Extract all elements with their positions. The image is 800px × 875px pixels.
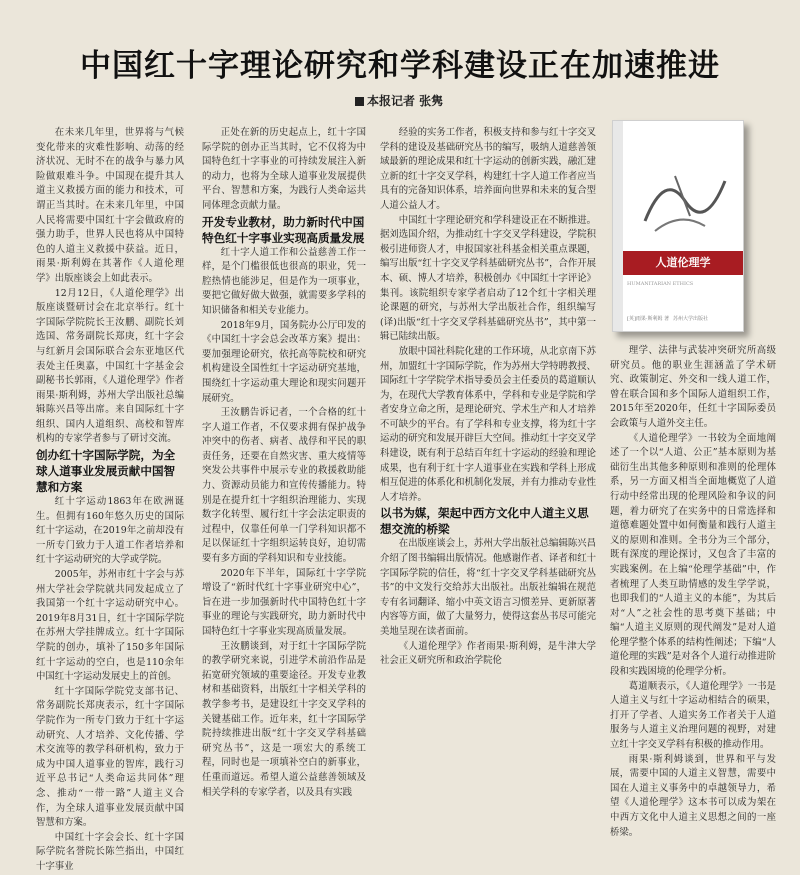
book-author: [英]雨果·斯利姆 著	[627, 316, 670, 322]
paragraph: 王汝鹏告诉记者，一个合格的红十字人道工作者，不仅要求拥有保护战争冲突中的伤者、病者、战俘和平民的职责任务，还要在自然灾害、重大疫情等突发公共事件中展示专业的救援救助能力、资源动员能力和宣传传播能力。特别是在提升红十字组织治理能力、实现数字化转型、履行红十字会法定职责的过程中，仅靠任何单一门学科知识都不足以保证红十字组织运转良好，迫切需要有多方面的学科知识和专业技能。	[202, 407, 366, 565]
paragraph: 理学、法律与武装冲突研究所高级研究员。他的职业生涯涵盖了学术研究、政策制定、外交和一线人道工作，曾在联合国和多个国际人道组织工作，2015年至2020年，任红十字国际委员会政策与人道外交主任。	[610, 345, 776, 429]
paragraph: 红十字运动1863年在欧洲诞生。但拥有160年悠久历史的国际红十字运动，在2019年之前却没有一所专门致力于人道工作者培养和红十字运动研究的大学或学院。	[36, 496, 184, 566]
paragraph: 红十字人道工作和公益慈善工作一样，是个门槛很低也很高的职业，凭一腔热情也能涉足，但是作为一项事业，要把它做好做大做强，就需要多学科的知识储备和相关专业能力。	[202, 246, 366, 316]
column-3	[380, 126, 596, 816]
calligraphy-brush-mark	[635, 161, 731, 241]
paragraph: 在出版座谈会上，苏州大学出版社总编辑陈兴昌介绍了图书编辑出版情况。他感谢作者、译者和红十字国际学院的信任，将“红十字交叉学科基础研究丛书”的中文发行交给苏大出版社。出版社编辑在规范专有名词翻译、缩小中英文语言习惯差异、更新原著内容等方面，做了大量努力，使得这套丛书尽可能完美地呈现在读者面前。	[380, 538, 596, 637]
paragraph: 葛道顺表示，《人道伦理学》一书是人道主义与红十字运动相结合的硕果，打开了学者、人道实务工作者关于人道服务与人道主义治理问题的视野，对建立红十字交叉学科有积极的推动作用。	[610, 680, 776, 751]
paragraph: 王汝鹏谈到，对于红十字国际学院的教学研究来说，引进学术前沿作品是拓宽研究领域的重要途径。开发专业教材和基础资料，出版红十字相关学科的教学参考书，是建设红十字交叉学科的关键基础工作。近年来，红十字国际学院持续推进出版“红十字交叉学科基础研究丛书”，这是一项宏大的系统工程，同时也是一项填补空白的新事业，任重而道远。希望人道公益慈善领域及相关学科的专家学者，以及具有实践	[202, 640, 366, 798]
paragraph: 在未来几年里，世界将与气候变化带来的灾难性影响、动荡的经济状况、无时不在的战争与暴力风险做艰难斗争。中国现在提升其人道主义救援方面的能力和技术，可谓正当其时。在未来几年里，中国人民将需要中国红十字会做政府的强力助手，世界人民也将从中国特色的人道主义救援中获益。近日，雨果·斯利姆在其著作《人道伦理学》出版座谈会上如此表示。	[36, 127, 184, 284]
book-title: 人道伦理学	[623, 251, 743, 275]
byline	[355, 92, 443, 109]
paragraph: 放眼中国社科院化建的工作环境，从北京南下苏州，加盟红十字国际学院，作为苏州大学特聘教授、国际红十字学院学术指导委员会主任委员的葛道顺认为，在现代大学教育体系中，学科和专业是学院和学者安身立命之所，是理论研究、学术生产和人才培养不可缺少的平台。有了学科和专业支撑，将为红十字运动的研究和发展开辟巨大空间。推动红十字交叉学科建设，既有利于总结百年红十字运动的经验和理论成果，也有利于红十字人道事业在实践和学科上形成相互促进的体系化和机制化发展，并有力推动专业性人才培养。	[380, 345, 596, 503]
paragraph: 红十字国际学院党支部书记、常务副院长郑庚表示，红十字国际学院作为一所专门致力于红十字运动研究、人才培养、文化传播、学术交流等的教学科研机构，致力于成为中国人道事业的智库，践行习近平总书记“人类命运共同体”理念、推动“一带一路”人道主义合作，为全球人道事业发展贡献中国智慧和方案。	[36, 685, 184, 829]
paragraph: 中国红十字理论研究和学科建设正在不断推进。据刘选国介绍，为推动红十字交叉学科建设，学院积极引进师资人才，申报国家社科基金相关重点课题，编写出版“红十字交叉学科基础研究丛书”，合作开展本、硕、博人才培养，积极创办《中国红十字评论》集刊。该院组织专家学者启动了12个红十字相关理论课题的研究，与苏州大学出版社合作，组织编写(译)出版“红十字交叉学科基础研究丛书”，其中第一辑已陆续出版。	[380, 214, 596, 343]
paragraph: 2020年下半年，国际红十字学院增设了“新时代红十字事业研究中心”，旨在进一步加强新时代中国特色红十字事业的理论与实践研究，助力新时代中国特色红十字事业实现高质量发展。	[202, 567, 366, 637]
column-1	[36, 126, 184, 872]
paragraph: 12月12日，《人道伦理学》出版座谈暨研讨会在北京举行。红十字国际学院院长王汝鹏、副院长刘选国、常务副院长郑庚，红十字会与红新月会国际联合会东亚地区代表处主任奥嘉，中国红十字基金会副秘书长郭雨，《人道伦理学》作者雨果·斯利姆，苏州大学出版社总编辑陈兴昌等出席。来自国际红十字组织、国内人道组织、高校和智库机构的专家学者参与了研讨交流。	[36, 287, 184, 445]
paragraph: 中国红十字会会长、红十字国际学院名誉院长陈竺指出，中国红十字事业	[36, 831, 184, 872]
subheading: 开发专业教材，助力新时代中国特色红十字事业实现高质量发展	[202, 214, 365, 245]
book-cover-image	[612, 120, 744, 332]
column-4	[610, 344, 776, 838]
column-2	[202, 126, 366, 816]
book-subtitle: HUMANITARIAN ETHICS	[627, 281, 694, 287]
paragraph: 经验的实务工作者，积极支持和参与红十字交叉学科的建设及基础研究丛书的编写，吸纳人道慈善领域最新的理论成果和红十字运动的创新实践，融汇建立新的红十字交叉学科，构建红十字人道工作者应当具有的完备知识体系，培养面向世界和未来的复合型人道公益人才。	[380, 127, 596, 211]
square-bullet-icon	[355, 97, 364, 106]
byline-text: 本报记者 张隽	[367, 94, 444, 108]
article-title: 中国红十字理论研究和学科建设正在加速推进	[80, 48, 720, 84]
book-publisher: 苏州大学出版社	[673, 316, 709, 322]
paragraph: 2005年，苏州市红十字会与苏州大学社会学院就共同发起成立了我国第一个红十字运动研究中心。2019年8月31日，红十字国际学院在苏州大学挂牌成立。红十字国际学院的创办，填补了150多年国际红十字运动的空白，也是110余年中国红十字运动发展史上的首创。	[36, 569, 184, 683]
paragraph: 雨果·斯利姆谈到，世界和平与发展，需要中国的人道主义智慧，需要中国在人道主义事务中的卓越领导力，希望《人道伦理学》这本书可以成为架在中西方文化中人道主义思想之间的一座桥梁。	[610, 753, 776, 838]
paragraph: 正处在新的历史起点上，红十字国际学院的创办正当其时，它不仅将为中国特色红十字事业的可持续发展注入新的动力，也将为全球人道事业发展提供平台、智慧和方案，为践行人类命运共同体理念贡献力量。	[202, 127, 366, 211]
paragraph: 2018年9月，国务院办公厅印发的《中国红十字会总会改革方案》提出：要加强理论研究，依托高等院校和研究机构建设全国性红十字运动研究基地，围绕红十字运动重大理论和现实问题开展研究。	[202, 319, 366, 404]
subheading: 以书为媒，架起中西方文化中人道主义思想交流的桥梁	[380, 506, 589, 537]
paragraph: 《人道伦理学》作者雨果·斯利姆，是牛津大学社会正义研究所和政治学院伦	[380, 640, 596, 667]
subheading: 创办红十字国际学院，为全球人道事业发展贡献中国智慧和方案	[36, 448, 176, 495]
paragraph: 《人道伦理学》一书较为全面地阐述了一个以“人道、公正”基本原则为基础衍生出其他多种原则和准则的伦理体系，另一方面又相当全面地概览了人道行动中经常出现的伦理风险和争议的问题，着力研究了在实务中的日常选择和道德难题处置中如何衡量和践行人道主义的原则和准则。全书分为三个部分，既有深度的理论探讨，又包含了丰富的实践案例。在上编“伦理学基础”中，作者梳理了人类互助情感的发生学学说，也即我们的“人道主义的本能”，为其后对“人”之社会性的思考奠下基础；中编“人道主义原则的现代阐发”是对人道伦理学整个体系的结构性阐述；下编“人道伦理的实践”是对各个人道行动推进阶段和实践困境的伦理学分析。	[610, 432, 776, 678]
book-spine	[613, 121, 623, 331]
